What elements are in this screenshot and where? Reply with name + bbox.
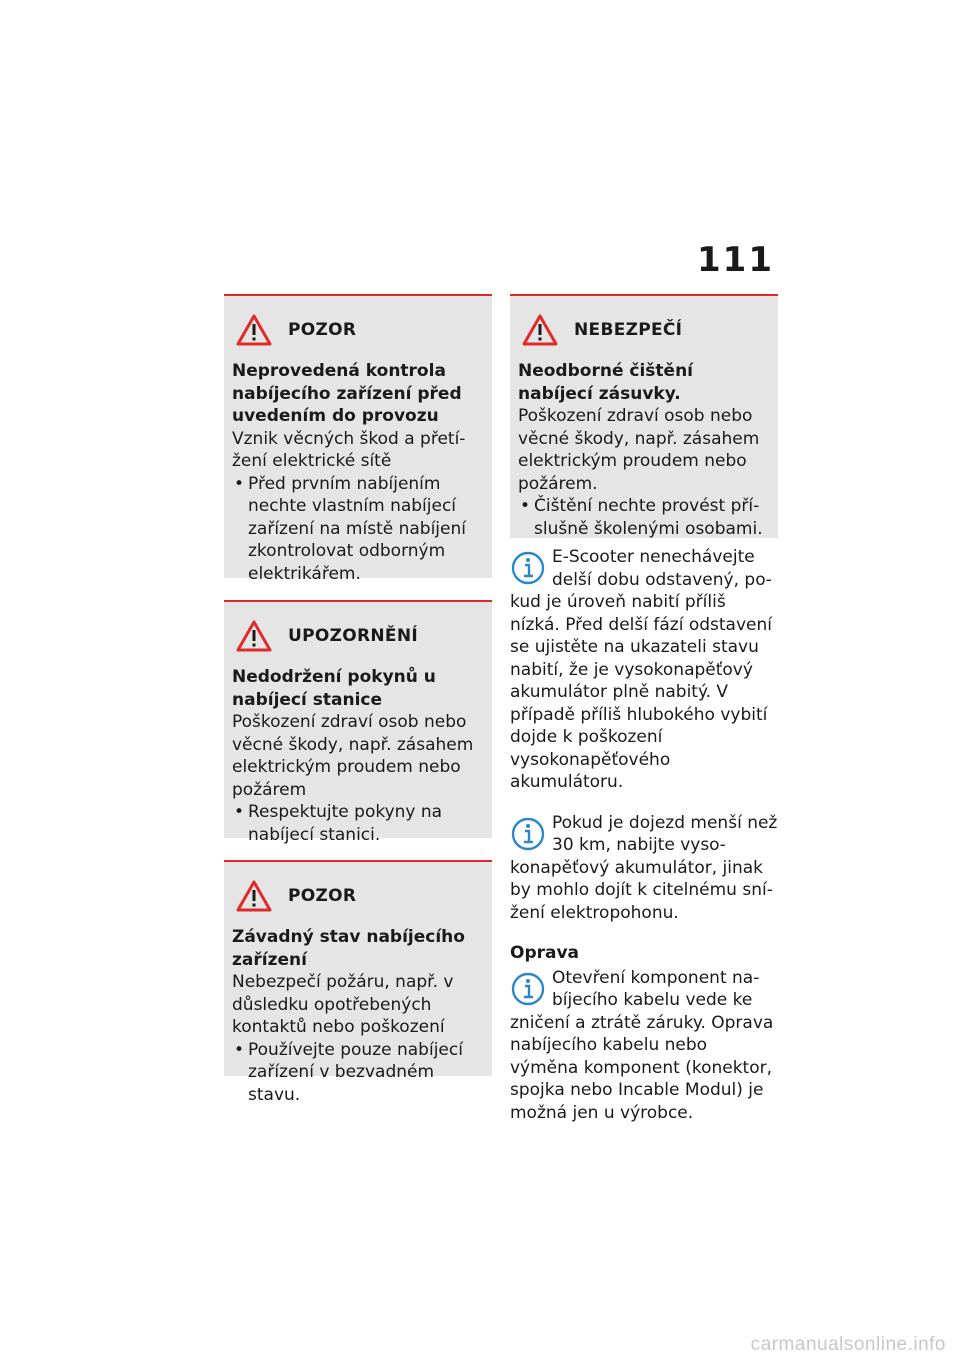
warning-bullets [232, 473, 484, 586]
warning-box-upozorneni [224, 600, 492, 845]
list-item: • Čištění nechte provést příslušně školenými osobami. [518, 495, 770, 540]
warning-header [518, 310, 770, 350]
warning-label: UPOZORNĚNÍ [288, 626, 418, 646]
warning-heading: Závadný stav nabíjecího zařízení [232, 927, 465, 970]
info-icon [510, 969, 546, 1009]
info-note-range [510, 812, 778, 925]
warning-text: Vznik věcných škod a přetížení elektrické sítě [232, 428, 466, 471]
info-note-repair [510, 967, 778, 1125]
warning-text: Poškození zdraví osob nebo věcné škody, např. zásahem elektrickým proudem nebo požárem [232, 712, 474, 800]
warning-label: POZOR [288, 886, 357, 906]
page-number: 111 [697, 240, 774, 280]
info-icon [510, 548, 546, 588]
warning-label: POZOR [288, 320, 357, 340]
info-text: Otevření komponent nabíjecího kabelu vede ke zničení a ztrátě záruky. Oprava nabíjecího kabelu nebo výměna komponent (konektor, spojka nebo Incable Modul) je možná jen u výrobce. [510, 967, 774, 1123]
warning-heading: Neodborné čištění nabíjecí zásuvky. [518, 361, 693, 404]
left-column [224, 294, 492, 1105]
warning-triangle-icon [522, 314, 558, 346]
section-heading: Oprava [510, 943, 580, 963]
list-item: • Respektujte pokyny na nabíjecí stanici. [232, 801, 484, 846]
warning-triangle-icon [236, 620, 272, 652]
warning-heading: Nedodržení pokynů u nabíjecí stanice [232, 667, 436, 710]
warning-header [232, 876, 484, 916]
warning-bullets [232, 801, 484, 846]
info-icon [510, 814, 546, 854]
warning-label: NEBEZPEČÍ [574, 320, 683, 340]
warning-text: Poškození zdraví osob nebo věcné škody, např. zásahem elektrickým proudem nebo požárem. [518, 406, 760, 494]
warning-header [232, 310, 484, 350]
warning-triangle-icon [236, 880, 272, 912]
list-item: • Používejte pouze nabíjecí zařízení v bezvadném stavu. [232, 1039, 484, 1107]
warning-box-nebezpeci [510, 294, 778, 538]
info-note-storage [510, 546, 778, 794]
warning-heading: Neprovedená kontrola nabíjecího zařízení před uvedením do provozu [232, 361, 462, 426]
right-column [510, 294, 778, 1142]
info-text: Pokud je dojezd menší než 30 km, nabijte vysokonapěťový akumulátor, jinak by mohlo dojít k citelnému snížení elektropohonu. [510, 812, 778, 923]
list-item: • Před prvním nabíjením nechte vlastním nabíjecí zařízení na místě nabíjení zkontrolovat odborným elektrikářem. [232, 473, 484, 586]
warning-bullets [518, 495, 770, 540]
warning-box-pozor-2 [224, 860, 492, 1105]
watermark: carmanualsonline.info [750, 1334, 946, 1355]
warning-box-pozor-1 [224, 294, 492, 584]
warning-text: Nebezpečí požáru, např. v důsledku opotřebených kontaktů nebo poškození [232, 972, 454, 1037]
info-text: E-Scooter nenechávejte delší dobu odstavený, pokud je úroveň nabití příliš nízká. Před delší fází odstavení se ujistěte na ukazateli stavu nabití, že je vysokonapěťový akumulátor plně nabitý. V případě příliš hlubokého vybití dojde k poškození vysokonapěťového akumulátoru. [510, 547, 772, 792]
warning-triangle-icon [236, 314, 272, 346]
warning-header [232, 616, 484, 656]
warning-bullets [232, 1039, 484, 1107]
